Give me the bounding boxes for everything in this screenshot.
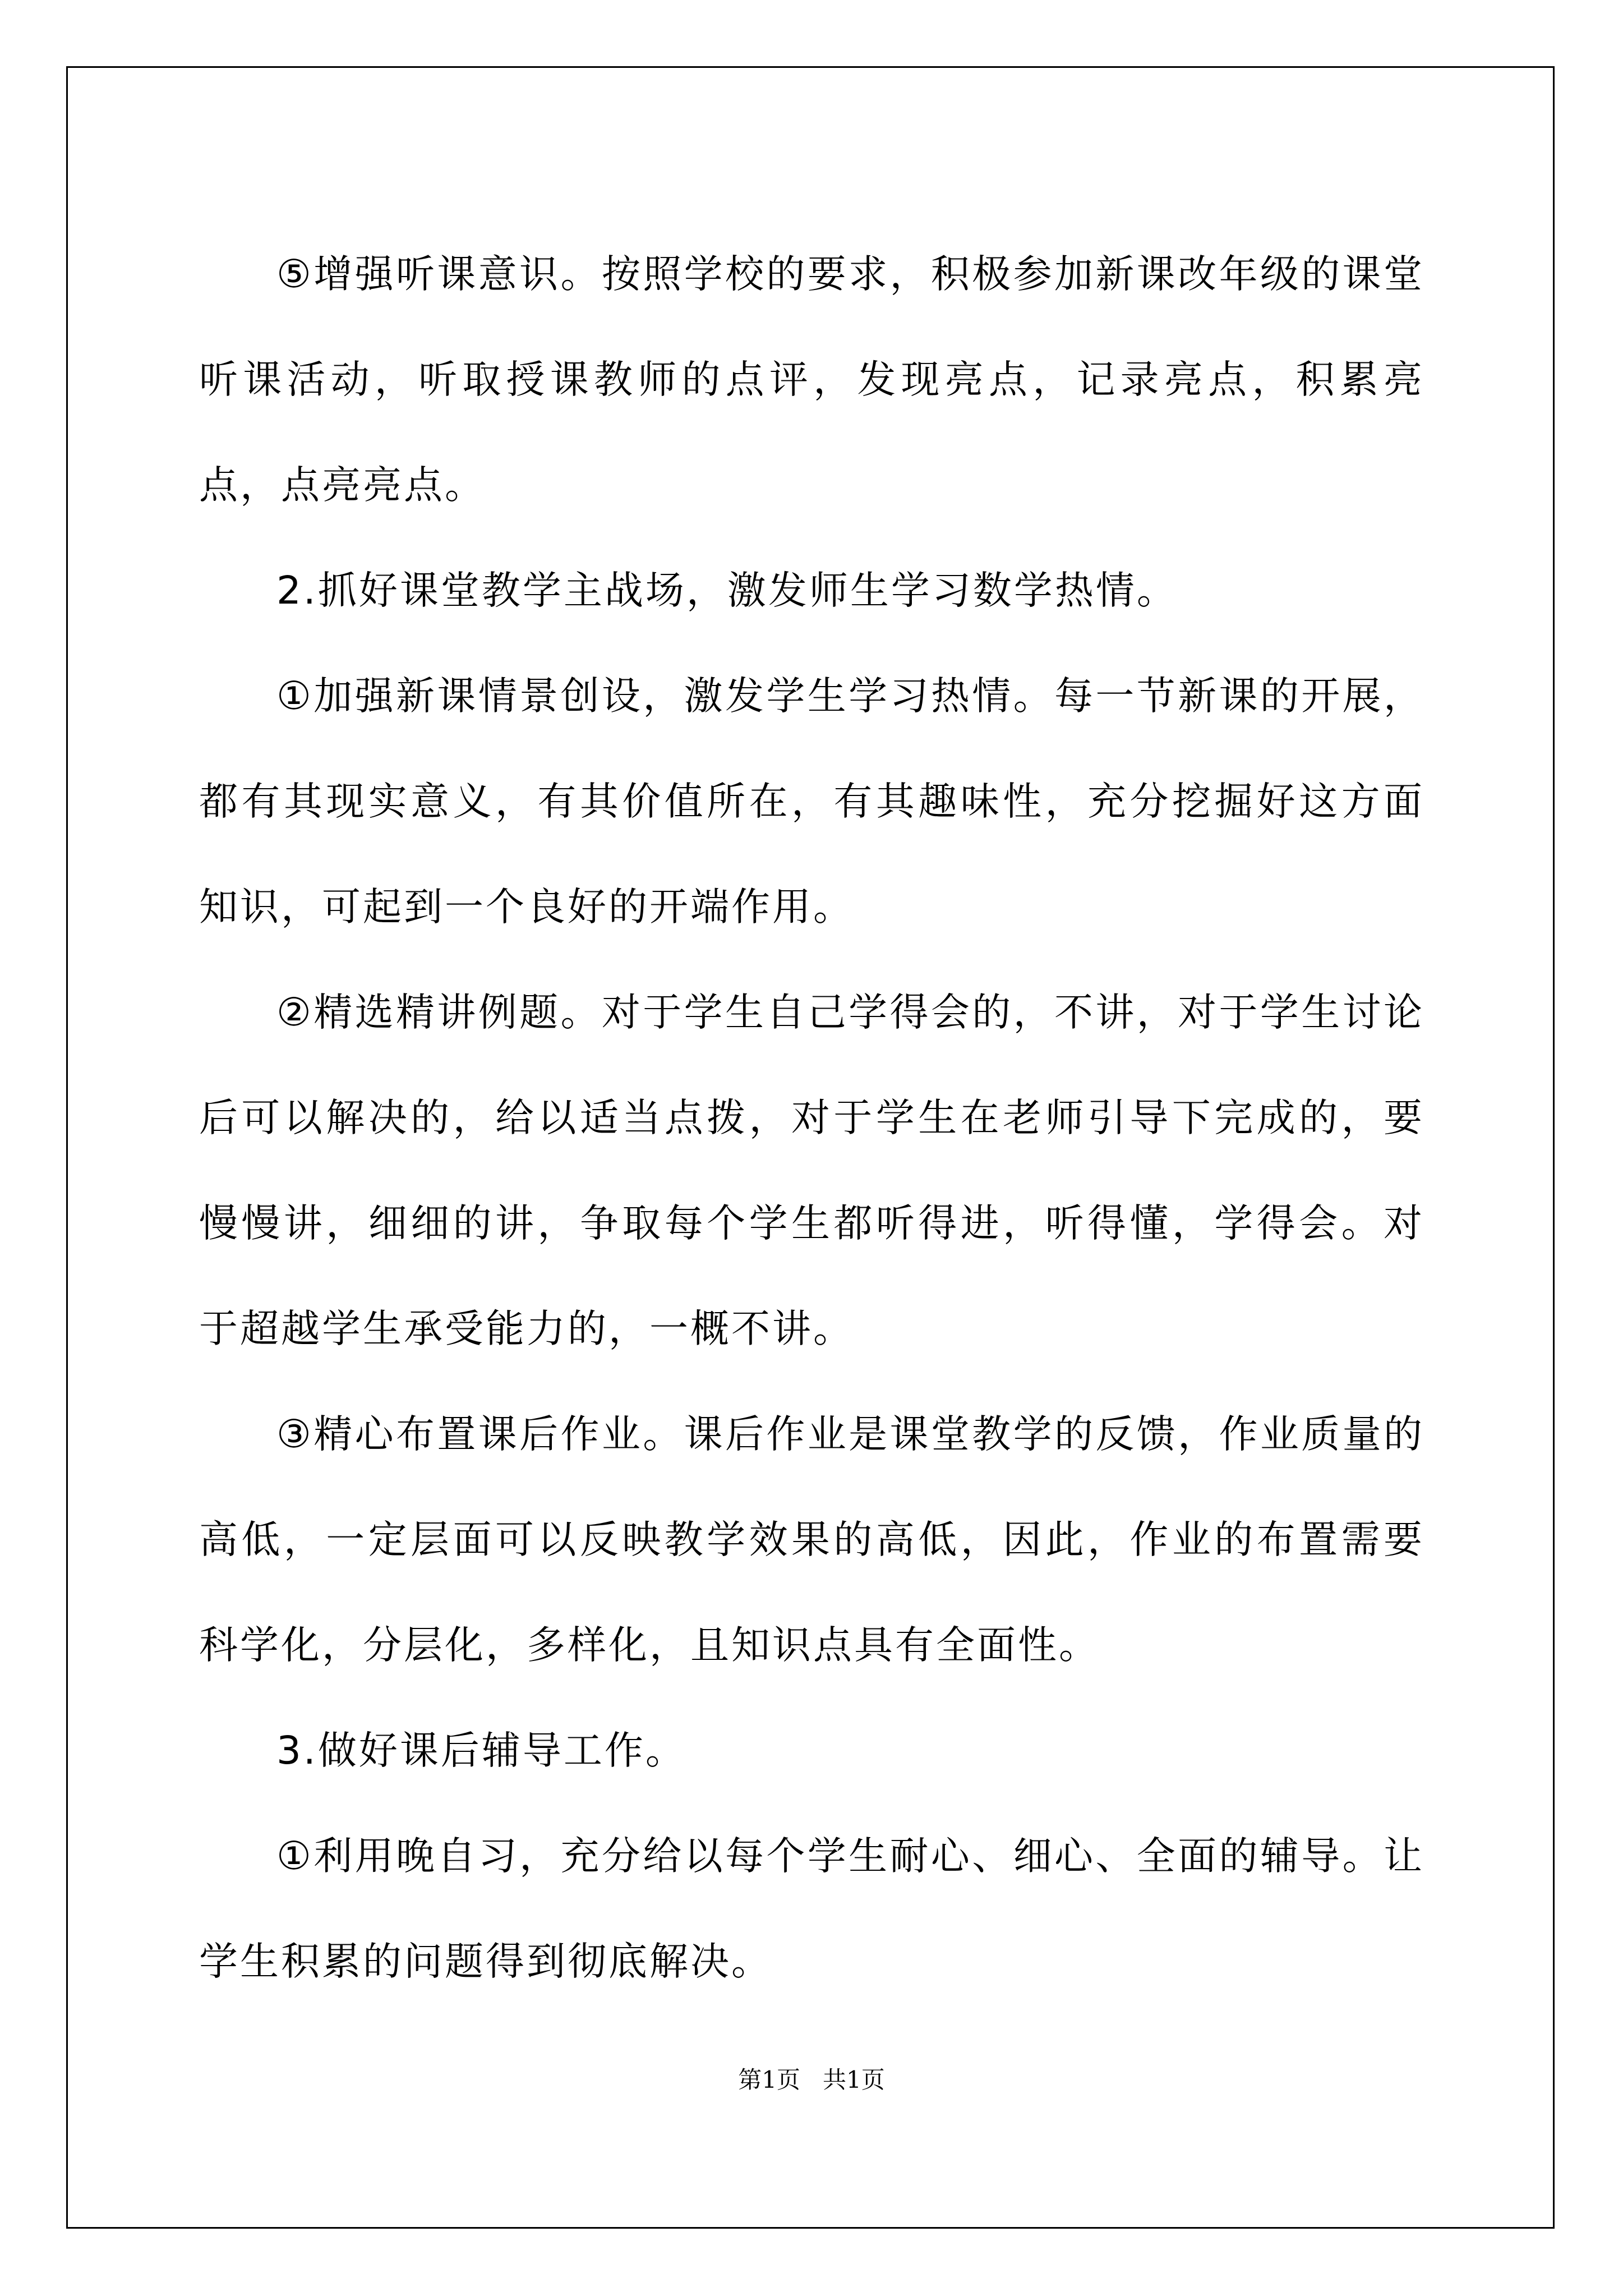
paragraph: ①利用晚自习，充分给以每个学生耐心、细心、全面的辅导。让学生积累的问题得到彻底解决。 bbox=[199, 1834, 1424, 1984]
paragraph: ③精心布置课后作业。课后作业是课堂教学的反馈，作业质量的高低，一定层面可以反映教学效果的高低，因此，作业的布置需要科学化，分层化，多样化，且知识点具有全面性。 bbox=[199, 1412, 1424, 1668]
page-number-footer: 第1页 共1页 bbox=[738, 2066, 885, 2093]
paragraph: 2.抓好课堂教学主战场，激发师生学习数学热情。 bbox=[276, 568, 1178, 613]
paragraph: ①加强新课情景创设，激发学生学习热情。每一节新课的开展，都有其现实意义，有其价值所在，有其趣味性，充分挖掘好这方面知识，可起到一个良好的开端作用。 bbox=[199, 674, 1424, 930]
paragraph: 3.做好课后辅导工作。 bbox=[276, 1728, 686, 1773]
document-body bbox=[199, 222, 1424, 2014]
paragraph: ⑤增强听课意识。按照学校的要求，积极参加新课改年级的课堂听课活动，听取授课教师的点评，发现亮点，记录亮点，积累亮点，点亮亮点。 bbox=[199, 252, 1424, 508]
paragraph: ②精选精讲例题。对于学生自己学得会的，不讲，对于学生讨论后可以解决的，给以适当点拨，对于学生在老师引导下完成的，要慢慢讲，细细的讲，争取每个学生都听得进，听得懂，学得会。对于超越学生承受能力的，一概不讲。 bbox=[199, 990, 1424, 1351]
